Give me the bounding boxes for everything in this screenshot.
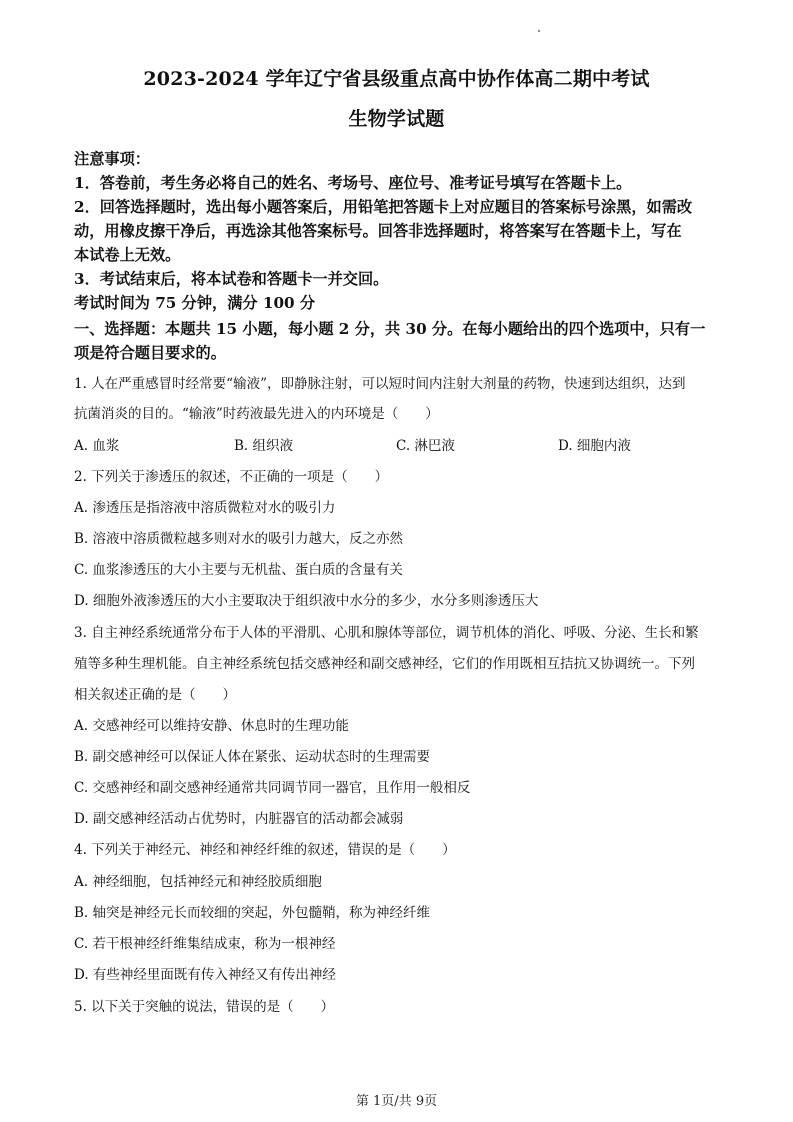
question-2-stem: 2. 下列关于渗透压的叙述，不正确的一项是（ ） xyxy=(74,469,389,485)
note-item-1: 1．答卷前，考生务必将自己的姓名、考场号、座位号、准考证号填写在答题卡上。 xyxy=(74,174,632,192)
question-1-option-d: D. 细胞内液 xyxy=(558,438,631,454)
question-3-option-c: C. 交感神经和副交感神经通常共同调节同一器官，且作用一般相反 xyxy=(74,780,471,796)
question-1-option-c: C. 淋巴液 xyxy=(396,438,455,454)
note-item-2-line-1: 2．回答选择题时，选出每小题答案后，用铅笔把答题卡上对应题目的答案标号涂黑，如需改 xyxy=(74,198,693,216)
question-5-stem: 5. 以下关于突触的说法，错误的是（ ） xyxy=(74,999,335,1015)
question-2-option-a: A. 渗透压是指溶液中溶质微粒对水的吸引力 xyxy=(74,500,336,516)
notes-heading: 注意事项： xyxy=(74,150,150,168)
question-3-line-3: 相关叙述正确的是（ ） xyxy=(74,687,236,703)
question-3-line-2: 殖等多种生理机能。自主神经系统包括交感神经和副交感神经，它们的作用既相互拮抗又协调统一。下列 xyxy=(74,656,695,672)
question-4-option-b: B. 轴突是神经元长而较细的突起，外包髓鞘，称为神经纤维 xyxy=(74,905,431,921)
scan-dot xyxy=(538,30,540,32)
question-4-option-c: C. 若干根神经纤维集结成束，称为一根神经 xyxy=(74,936,336,952)
question-2-option-d: D. 细胞外液渗透压的大小主要取决于组织液中水分的多少，水分多则渗透压大 xyxy=(74,593,539,609)
question-3-option-b: B. 副交感神经可以保证人体在紧张、运动状态时的生理需要 xyxy=(74,749,431,765)
exam-time: 考试时间为 75 分钟，满分 100 分 xyxy=(74,294,316,312)
exam-subtitle: 生物学试题 xyxy=(348,108,445,130)
question-1-option-a: A. 血浆 xyxy=(74,438,120,454)
note-item-2-line-3: 本试卷上无效。 xyxy=(74,246,181,264)
question-1-line-1: 1. 人在严重感冒时经常要“输液”，即静脉注射，可以短时间内注射大剂量的药物，快速到达组织，达到 xyxy=(74,376,686,392)
question-2-option-c: C. 血浆渗透压的大小主要与无机盐、蛋白质的含量有关 xyxy=(74,562,403,578)
question-3-option-d: D. 副交感神经活动占优势时，内脏器官的活动都会减弱 xyxy=(74,811,404,827)
question-2-option-b: B. 溶液中溶质微粒越多则对水的吸引力越大，反之亦然 xyxy=(74,531,404,547)
question-4-option-d: D. 有些神经里面既有传入神经又有传出神经 xyxy=(74,967,336,983)
question-4-stem: 4. 下列关于神经元、神经和神经纤维的叙述，错误的是（ ） xyxy=(74,842,456,858)
question-3-line-1: 3. 自主神经系统通常分布于人体的平滑肌、心肌和腺体等部位，调节机体的消化、呼吸、分泌、生长和繁 xyxy=(74,625,699,641)
exam-title: 2023-2024 学年辽宁省县级重点高中协作体高二期中考试 xyxy=(143,68,650,90)
question-1-option-b: B. 组织液 xyxy=(234,438,294,454)
note-item-3: 3．考试结束后，将本试卷和答题卡一并交回。 xyxy=(74,270,389,288)
question-4-option-a: A. 神经细胞，包括神经元和神经胶质细胞 xyxy=(74,874,322,890)
question-1-line-2: 抗菌消炎的目的。“输液”时药液最先进入的内环境是（ ） xyxy=(74,406,439,422)
section-heading-line-1: 一、选择题：本题共 15 小题，每小题 2 分，共 30 分。在每小题给出的四个选项中，只有一 xyxy=(74,320,706,338)
page-footer: 第 1页/共 9页 xyxy=(355,1094,438,1109)
question-3-option-a: A. 交感神经可以维持安静、休息时的生理功能 xyxy=(74,718,349,734)
section-heading-line-2: 项是符合题目要求的。 xyxy=(74,344,226,362)
note-item-2-line-2: 动，用橡皮擦干净后，再选涂其他答案标号。回答非选择题时，将答案写在答题卡上，写在 xyxy=(74,222,682,240)
